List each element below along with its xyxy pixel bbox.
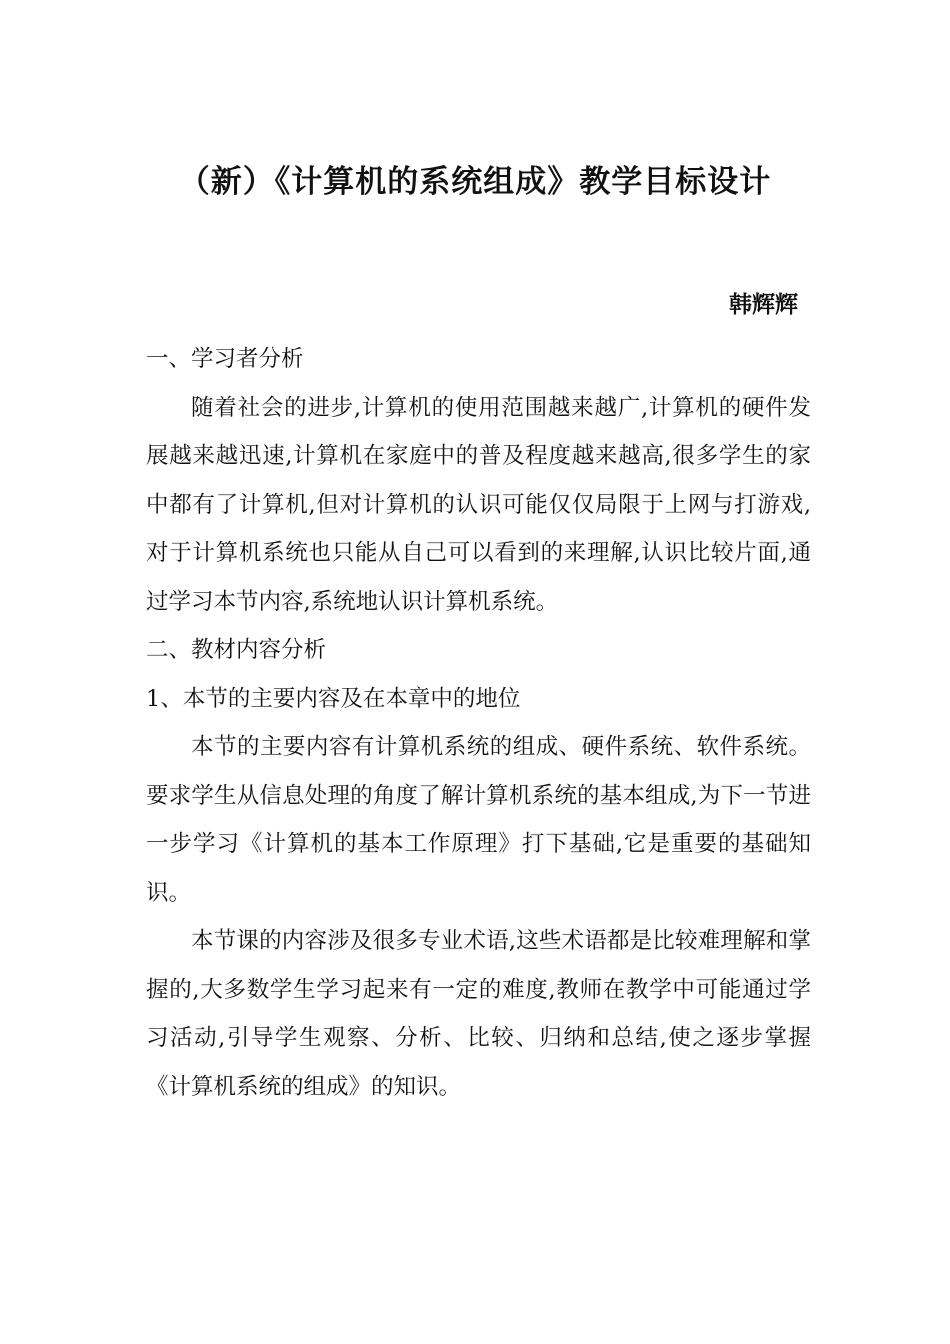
author-name: 韩辉辉 (729, 292, 798, 318)
document-body (146, 335, 811, 1111)
section-heading-learner-analysis: 一、学习者分析 (146, 346, 304, 372)
paragraph-learner-analysis: 随着社会的进步,计算机的使用范围越来越广,计算机的硬件发展越来越迅速,计算机在家庭中的普及程度越来越高,很多学生的家中都有了计算机,但对计算机的认识可能仅仅局限于上网与打游戏,对于计算机系统也只能从自己可以看到的来理解,认识比较片面,通过学习本节内容,系统地认识计算机系统。 (146, 394, 811, 615)
subsection-heading-main-content: 1、本节的主要内容及在本章中的地位 (146, 685, 521, 712)
document-title: （新）《计算机的系统组成》教学目标设计 (178, 164, 772, 200)
paragraph-main-content: 本节的主要内容有计算机系统的组成、硬件系统、软件系统。要求学生从信息处理的角度了解计算机系统的基本组成,为下一节进一步学习《计算机的基本工作原理》打下基础,它是重要的基础知识。 (146, 734, 811, 906)
section-heading-material-analysis: 二、教材内容分析 (146, 637, 327, 663)
paragraph-teaching-difficulty: 本节课的内容涉及很多专业术语,这些术语都是比较难理解和掌握的,大多数学生学习起来有一定的难度,教师在教学中可能通过学习活动,引导学生观察、分析、比较、归纳和总结,使之逐步掌握《计算机系统的组成》的知识。 (146, 928, 811, 1100)
